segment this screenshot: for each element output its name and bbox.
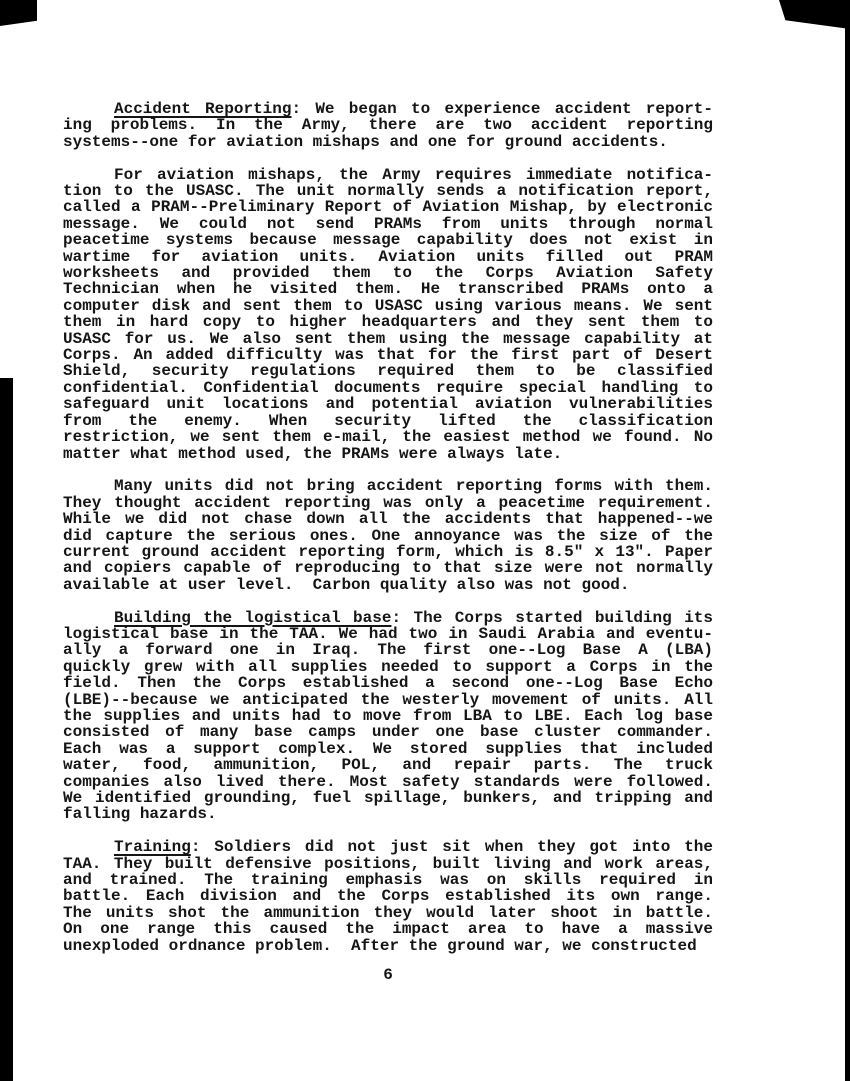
text-line: peacetime systems because message capability does not exist in — [63, 231, 713, 250]
paragraph — [63, 101, 713, 150]
text-line: On one range this caused the impact area to have a massive — [63, 920, 713, 939]
text-line: message. We could not send PRAMs from units through normal — [63, 214, 713, 233]
text-line: them in hard copy to higher headquarters and they sent them to — [63, 313, 713, 332]
text-line: USASC for us. We also sent them using the message capability at — [63, 329, 713, 348]
text-line: safeguard unit locations and potential aviation vulnerabilities — [63, 395, 713, 414]
text-line: current ground accident reporting form, which is 8.5" x 13". Paper — [63, 542, 713, 561]
text-line: Many units did not bring accident reporting forms with them. — [114, 477, 713, 496]
text-line: the supplies and units had to move from LBA to LBE. Each log base — [63, 706, 713, 725]
text-line: confidential. Confidential documents require special handling to — [63, 378, 713, 397]
document-text — [63, 101, 713, 970]
text-line: TAA. They built defensive positions, built living and work areas, — [63, 854, 713, 873]
text-line: They thought accident reporting was only a peacetime requirement. — [63, 493, 713, 512]
text-line: While we did not chase down all the accidents that happened--we — [63, 510, 713, 529]
text-line: and copiers capable of reproducing to that size were not normally — [63, 559, 713, 578]
text-line: from the enemy. When security lifted the classification — [63, 411, 713, 430]
text-line: computer disk and sent them to USASC using various means. We sent — [63, 296, 713, 315]
text-line: Each was a support complex. We stored supplies that included — [63, 739, 713, 758]
text-line: water, food, ammunition, POL, and repair parts. The truck — [63, 756, 713, 775]
paragraph — [63, 610, 713, 823]
text-line: ing problems. In the Army, there are two accident reporting — [63, 116, 713, 135]
text-line: Accident Reporting: We began to experience accident report- — [114, 100, 714, 118]
text-line: field. Then the Corps established a second one--Log Base Echo — [63, 674, 713, 693]
paragraph — [63, 839, 713, 954]
text-line: The units shot the ammunition they would later shoot in battle. — [63, 903, 713, 922]
section-heading: Accident Reporting — [114, 100, 292, 118]
text-line: available at user level. Carbon quality also was not good. — [63, 575, 630, 594]
scan-artifact-right-edge — [845, 24, 850, 1081]
text-line: falling hazards. — [63, 805, 217, 824]
text-line: companies also lived there. Most safety standards were followed. — [63, 772, 713, 791]
text-line: worksheets and provided them to the Corps Aviation Safety — [63, 264, 713, 283]
text-line: Shield, security regulations required them to be classified — [63, 362, 713, 381]
text-line: did capture the serious ones. One annoyance was the size of the — [63, 526, 713, 545]
text-line: and trained. The training emphasis was on skills required in — [63, 871, 713, 890]
text-line: Training: Soldiers did not just sit when they got into the — [114, 838, 713, 857]
text-line: matter what method used, the PRAMs were always late. — [63, 444, 563, 463]
text-line: (LBE)--because we anticipated the westerly movement of units. All — [63, 690, 713, 709]
text-line: We identified grounding, fuel spillage, bunkers, and tripping and — [63, 789, 713, 808]
text-line: Technician when he visited them. He transcribed PRAMs onto a — [63, 280, 713, 299]
text-line: restriction, we sent them e-mail, the easiest method we found. No — [63, 428, 713, 447]
scan-artifact-left-bar — [0, 378, 13, 1081]
text-line: quickly grew with all supplies needed to support a Corps in the — [63, 657, 713, 676]
text-line: logistical base in the TAA. We had two in Saudi Arabia and eventu- — [63, 624, 713, 643]
text-line: Building the logistical base: The Corps started building its — [114, 608, 714, 627]
text-line: systems--one for aviation mishaps and one for ground accidents. — [63, 132, 668, 151]
scan-artifact-top-left — [0, 0, 37, 26]
section-heading: Training — [114, 838, 191, 857]
text-line: battle. Each division and the Corps established its own range. — [63, 887, 713, 906]
text-line: For aviation mishaps, the Army requires immediate notifica- — [114, 165, 713, 184]
text-line: wartime for aviation units. Aviation units filled out PRAM — [63, 247, 713, 266]
text-line: tion to the USASC. The unit normally sends a notification report, — [63, 182, 713, 201]
text-line: unexploded ordnance problem. After the ground war, we constructed — [63, 936, 697, 955]
section-heading: Building the logistical base — [114, 608, 392, 627]
scan-artifact-top-right — [779, 0, 850, 29]
paragraph — [63, 167, 713, 462]
text-line: called a PRAM--Preliminary Report of Aviation Mishap, by electronic — [63, 198, 713, 217]
text-line: ally a forward one in Iraq. The first one--Log Base A (LBA) — [63, 641, 713, 660]
text-line: Corps. An added difficulty was that for the first part of Desert — [63, 346, 713, 365]
page-number: 6 — [383, 966, 393, 984]
text-line: consisted of many base camps under one base cluster commander. — [63, 723, 713, 742]
paragraph — [63, 478, 713, 593]
